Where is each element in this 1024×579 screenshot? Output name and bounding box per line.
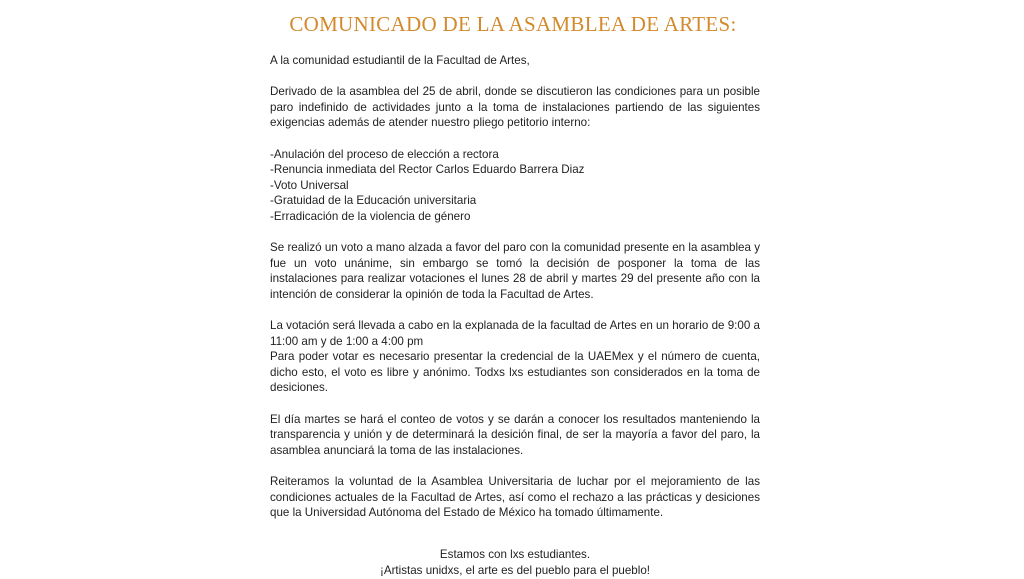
intro-paragraph: Derivado de la asamblea del 25 de abril, donde se discutieron las condiciones para un posible paro indefinido de actividades junto a la toma de instalaciones partiendo de las siguientes exigencias además de atender nuestro pliego petitorio interno: bbox=[270, 85, 760, 130]
communique-document bbox=[270, 12, 760, 579]
greeting: A la comunidad estudiantil de la Facultad de Artes, bbox=[270, 54, 530, 67]
requirements-line: Para poder votar es necesario presentar la credencial de la UAEMex y el número de cuenta, dicho esto, el voto es libre y anónimo. Todxs lxs estudiantes son considerados en la toma de desiciones. bbox=[270, 350, 760, 395]
list-item: -Erradicación de la violencia de género bbox=[270, 209, 471, 223]
demands-list bbox=[270, 147, 760, 225]
list-item: -Anulación del proceso de elección a rectora bbox=[270, 147, 499, 161]
vote-paragraph: Se realizó un voto a mano alzada a favor del paro con la comunidad presente en la asamblea y fue un voto unánime, sin embargo se tomó la decisión de posponer la toma de las instalaciones para realizar votaciones el lunes 28 de abril y martes 29 del presente año con la intención de considerar la opinión de toda la Facultad de Artes. bbox=[270, 241, 760, 301]
closing-line-1: Estamos con lxs estudiantes. bbox=[439, 547, 591, 561]
list-item: -Renuncia inmediata del Rector Carlos Eduardo Barrera Diaz bbox=[270, 163, 585, 177]
closing-line-2: ¡Artistas unidxs, el arte es del pueblo para el pueblo! bbox=[379, 563, 651, 577]
document-body bbox=[270, 53, 760, 521]
voting-info-paragraph bbox=[270, 318, 760, 396]
closing-block bbox=[270, 547, 760, 579]
reiterate-paragraph: Reiteramos la voluntad de la Asamblea Universitaria de luchar por el mejoramiento de las condiciones actuales de la Facultad de Artes, así como el rechazo a las prácticas y desiciones que la Universidad Autónoma del Estado de México ha tomado últimamente. bbox=[270, 475, 760, 520]
results-paragraph: El día martes se hará el conteo de votos y se darán a conocer los resultados manteniendo la transparencia y unión y de determinará la desición final, de ser la mayoría a favor del paro, la asamblea anunciará la toma de las instalaciones. bbox=[270, 412, 760, 457]
document-title: COMUNICADO DE LA ASAMBLEA DE ARTES: bbox=[289, 12, 737, 36]
list-item: -Voto Universal bbox=[270, 178, 349, 192]
location-line: La votación será llevada a cabo en la explanada de la facultad de Artes en un horario de 9:00 a 11:00 am y de 1:00 a 4:00 pm bbox=[270, 319, 760, 348]
list-item: -Gratuidad de la Educación universitaria bbox=[270, 194, 477, 208]
